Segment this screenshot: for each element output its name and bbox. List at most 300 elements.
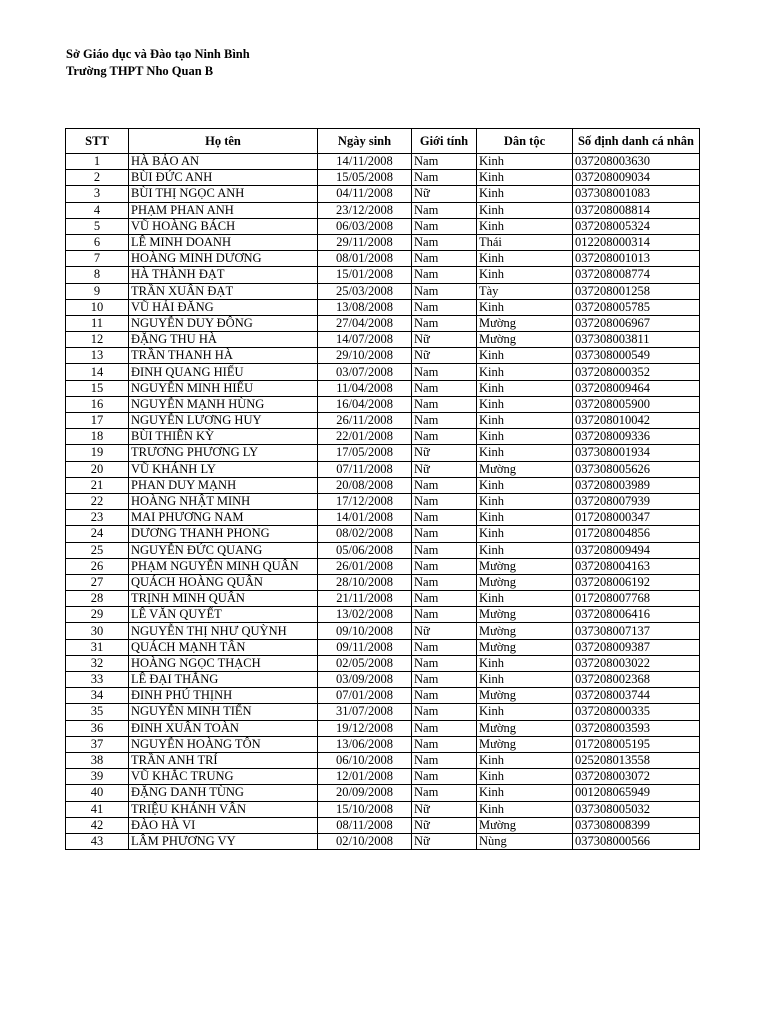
cell-ethnicity: Kinh [477, 785, 573, 801]
cell-gender: Nam [412, 170, 477, 186]
cell-name: HÀ THÀNH ĐẠT [129, 267, 318, 283]
cell-id-number: 025208013558 [573, 752, 700, 768]
cell-dob: 13/02/2008 [318, 607, 412, 623]
cell-id-number: 037208003989 [573, 477, 700, 493]
cell-gender: Nam [412, 315, 477, 331]
cell-id-number: 037208000335 [573, 704, 700, 720]
cell-ethnicity: Kinh [477, 218, 573, 234]
cell-id-number: 037208008774 [573, 267, 700, 283]
table-row [66, 801, 700, 817]
cell-id-number: 037208001013 [573, 251, 700, 267]
cell-id-number: 037208003630 [573, 154, 700, 170]
cell-name: MAI PHƯƠNG NAM [129, 510, 318, 526]
cell-dob: 31/07/2008 [318, 704, 412, 720]
cell-ethnicity: Kinh [477, 364, 573, 380]
cell-dob: 07/01/2008 [318, 688, 412, 704]
table-row [66, 332, 700, 348]
cell-name: HOÀNG NGỌC THẠCH [129, 655, 318, 671]
table-row [66, 736, 700, 752]
cell-dob: 25/03/2008 [318, 283, 412, 299]
cell-ethnicity: Kinh [477, 542, 573, 558]
cell-stt: 18 [66, 429, 129, 445]
cell-ethnicity: Mường [477, 607, 573, 623]
cell-dob: 02/05/2008 [318, 655, 412, 671]
cell-id-number: 037208003593 [573, 720, 700, 736]
cell-id-number: 037208005324 [573, 218, 700, 234]
cell-dob: 14/11/2008 [318, 154, 412, 170]
cell-id-number: 037208002368 [573, 672, 700, 688]
cell-dob: 29/10/2008 [318, 348, 412, 364]
cell-ethnicity: Kinh [477, 493, 573, 509]
table-row [66, 299, 700, 315]
cell-gender: Nam [412, 493, 477, 509]
cell-dob: 06/10/2008 [318, 752, 412, 768]
cell-name: TRƯƠNG PHƯƠNG LY [129, 445, 318, 461]
table-row [66, 234, 700, 250]
cell-stt: 5 [66, 218, 129, 234]
cell-name: PHAN DUY MẠNH [129, 477, 318, 493]
cell-name: BÙI ĐỨC ANH [129, 170, 318, 186]
cell-ethnicity: Kinh [477, 251, 573, 267]
cell-stt: 9 [66, 283, 129, 299]
cell-dob: 11/04/2008 [318, 380, 412, 396]
cell-ethnicity: Kinh [477, 186, 573, 202]
table-row [66, 591, 700, 607]
table-row [66, 526, 700, 542]
cell-stt: 10 [66, 299, 129, 315]
cell-name: TRỊNH MINH QUÂN [129, 591, 318, 607]
cell-dob: 06/03/2008 [318, 218, 412, 234]
cell-stt: 21 [66, 477, 129, 493]
cell-gender: Nam [412, 639, 477, 655]
student-table [65, 128, 700, 850]
cell-id-number: 012208000314 [573, 234, 700, 250]
table-row [66, 315, 700, 331]
cell-id-number: 037308001934 [573, 445, 700, 461]
cell-gender: Nam [412, 267, 477, 283]
table-row [66, 267, 700, 283]
cell-name: NGUYỄN HOÀNG TÔN [129, 736, 318, 752]
cell-gender: Nam [412, 720, 477, 736]
cell-name: QUÁCH HOÀNG QUÂN [129, 574, 318, 590]
cell-ethnicity: Mường [477, 736, 573, 752]
cell-ethnicity: Kinh [477, 801, 573, 817]
cell-stt: 40 [66, 785, 129, 801]
cell-name: TRẦN XUÂN ĐẠT [129, 283, 318, 299]
cell-gender: Nam [412, 396, 477, 412]
cell-stt: 28 [66, 591, 129, 607]
cell-id-number: 037308008399 [573, 817, 700, 833]
cell-stt: 29 [66, 607, 129, 623]
cell-id-number: 037208009387 [573, 639, 700, 655]
table-row [66, 623, 700, 639]
cell-dob: 07/11/2008 [318, 461, 412, 477]
cell-ethnicity: Kinh [477, 752, 573, 768]
cell-ethnicity: Mường [477, 688, 573, 704]
cell-dob: 15/10/2008 [318, 801, 412, 817]
cell-dob: 13/06/2008 [318, 736, 412, 752]
cell-dob: 03/09/2008 [318, 672, 412, 688]
cell-id-number: 037208003022 [573, 655, 700, 671]
cell-stt: 8 [66, 267, 129, 283]
cell-ethnicity: Mường [477, 315, 573, 331]
column-header-dob: Ngày sinh [318, 129, 412, 154]
cell-stt: 23 [66, 510, 129, 526]
cell-name: ĐẶNG THU HÀ [129, 332, 318, 348]
department-name: Sở Giáo dục và Đào tạo Ninh Bình [66, 47, 250, 61]
cell-dob: 29/11/2008 [318, 234, 412, 250]
cell-ethnicity: Mường [477, 558, 573, 574]
cell-name: HOÀNG NHẬT MINH [129, 493, 318, 509]
table-row [66, 655, 700, 671]
table-row [66, 283, 700, 299]
cell-gender: Nữ [412, 817, 477, 833]
cell-stt: 42 [66, 817, 129, 833]
cell-ethnicity: Kinh [477, 154, 573, 170]
cell-name: HOÀNG MINH DƯƠNG [129, 251, 318, 267]
cell-dob: 02/10/2008 [318, 833, 412, 849]
cell-name: NGUYỄN MẠNH HÙNG [129, 396, 318, 412]
cell-dob: 21/11/2008 [318, 591, 412, 607]
cell-dob: 20/08/2008 [318, 477, 412, 493]
cell-ethnicity: Kinh [477, 299, 573, 315]
cell-stt: 37 [66, 736, 129, 752]
cell-name: PHẠM PHAN ANH [129, 202, 318, 218]
table-row [66, 720, 700, 736]
cell-gender: Nam [412, 607, 477, 623]
cell-stt: 25 [66, 542, 129, 558]
cell-stt: 19 [66, 445, 129, 461]
table-row [66, 218, 700, 234]
cell-id-number: 037208003744 [573, 688, 700, 704]
cell-name: BÙI THỊ NGỌC ANH [129, 186, 318, 202]
cell-ethnicity: Mường [477, 817, 573, 833]
cell-ethnicity: Thái [477, 234, 573, 250]
cell-ethnicity: Mường [477, 639, 573, 655]
cell-stt: 26 [66, 558, 129, 574]
cell-dob: 14/07/2008 [318, 332, 412, 348]
cell-stt: 11 [66, 315, 129, 331]
cell-name: TRIỆU KHÁNH VÂN [129, 801, 318, 817]
cell-id-number: 037308005032 [573, 801, 700, 817]
table-row [66, 461, 700, 477]
table-row [66, 639, 700, 655]
cell-stt: 20 [66, 461, 129, 477]
cell-gender: Nam [412, 283, 477, 299]
cell-id-number: 037208003072 [573, 769, 700, 785]
cell-gender: Nam [412, 251, 477, 267]
cell-dob: 23/12/2008 [318, 202, 412, 218]
cell-ethnicity: Tày [477, 283, 573, 299]
cell-stt: 17 [66, 413, 129, 429]
cell-gender: Nam [412, 542, 477, 558]
cell-ethnicity: Kinh [477, 526, 573, 542]
table-row [66, 477, 700, 493]
cell-id-number: 037308000549 [573, 348, 700, 364]
cell-dob: 16/04/2008 [318, 396, 412, 412]
table-row [66, 817, 700, 833]
cell-stt: 3 [66, 186, 129, 202]
cell-gender: Nữ [412, 445, 477, 461]
cell-name: ĐẶNG DANH TÙNG [129, 785, 318, 801]
cell-stt: 31 [66, 639, 129, 655]
cell-stt: 14 [66, 364, 129, 380]
cell-id-number: 037208001258 [573, 283, 700, 299]
table-row [66, 704, 700, 720]
cell-id-number: 037308005626 [573, 461, 700, 477]
table-row [66, 380, 700, 396]
cell-id-number: 017208000347 [573, 510, 700, 526]
cell-ethnicity: Kinh [477, 477, 573, 493]
cell-id-number: 037208006967 [573, 315, 700, 331]
cell-dob: 04/11/2008 [318, 186, 412, 202]
cell-name: VŨ HẢI ĐĂNG [129, 299, 318, 315]
cell-gender: Nam [412, 380, 477, 396]
cell-ethnicity: Kinh [477, 170, 573, 186]
cell-id-number: 037208007939 [573, 493, 700, 509]
cell-ethnicity: Kinh [477, 655, 573, 671]
cell-gender: Nam [412, 218, 477, 234]
cell-ethnicity: Mường [477, 574, 573, 590]
table-row [66, 364, 700, 380]
cell-stt: 34 [66, 688, 129, 704]
cell-name: LÊ ĐẠI THẮNG [129, 672, 318, 688]
cell-name: VŨ KHÁNH LY [129, 461, 318, 477]
cell-stt: 22 [66, 493, 129, 509]
cell-dob: 26/11/2008 [318, 413, 412, 429]
cell-dob: 15/01/2008 [318, 267, 412, 283]
cell-name: DƯƠNG THANH PHONG [129, 526, 318, 542]
cell-id-number: 001208065949 [573, 785, 700, 801]
cell-dob: 17/05/2008 [318, 445, 412, 461]
cell-name: NGUYỄN LƯƠNG HUY [129, 413, 318, 429]
cell-id-number: 037208005900 [573, 396, 700, 412]
cell-dob: 17/12/2008 [318, 493, 412, 509]
cell-stt: 7 [66, 251, 129, 267]
cell-id-number: 037208008814 [573, 202, 700, 218]
cell-ethnicity: Kinh [477, 769, 573, 785]
cell-name: ĐÀO HÀ VI [129, 817, 318, 833]
table-row [66, 785, 700, 801]
cell-dob: 09/11/2008 [318, 639, 412, 655]
table-row [66, 348, 700, 364]
cell-gender: Nữ [412, 801, 477, 817]
cell-ethnicity: Kinh [477, 396, 573, 412]
table-row [66, 510, 700, 526]
cell-name: PHẠM NGUYỄN MINH QUÂN [129, 558, 318, 574]
cell-dob: 08/11/2008 [318, 817, 412, 833]
cell-name: NGUYỄN MINH TIẾN [129, 704, 318, 720]
cell-gender: Nữ [412, 348, 477, 364]
cell-id-number: 017208005195 [573, 736, 700, 752]
cell-id-number: 037308007137 [573, 623, 700, 639]
cell-id-number: 037208004163 [573, 558, 700, 574]
cell-gender: Nam [412, 526, 477, 542]
cell-stt: 4 [66, 202, 129, 218]
table-row [66, 170, 700, 186]
cell-name: LÊ MINH DOANH [129, 234, 318, 250]
cell-name: NGUYỄN MINH HIẾU [129, 380, 318, 396]
cell-name: HÀ BẢO AN [129, 154, 318, 170]
table-row [66, 202, 700, 218]
cell-dob: 15/05/2008 [318, 170, 412, 186]
cell-dob: 26/01/2008 [318, 558, 412, 574]
cell-ethnicity: Kinh [477, 348, 573, 364]
school-name: Trường THPT Nho Quan B [66, 63, 214, 78]
cell-id-number: 037208009494 [573, 542, 700, 558]
cell-id-number: 037308001083 [573, 186, 700, 202]
cell-dob: 03/07/2008 [318, 364, 412, 380]
column-header-id-number: Số định danh cá nhân [573, 129, 700, 154]
table-header-row [66, 129, 700, 154]
table-row [66, 672, 700, 688]
cell-gender: Nam [412, 688, 477, 704]
cell-stt: 39 [66, 769, 129, 785]
cell-gender: Nam [412, 769, 477, 785]
cell-dob: 12/01/2008 [318, 769, 412, 785]
table-row [66, 607, 700, 623]
cell-dob: 13/08/2008 [318, 299, 412, 315]
cell-stt: 12 [66, 332, 129, 348]
cell-name: ĐINH PHÚ THỊNH [129, 688, 318, 704]
cell-id-number: 037208009464 [573, 380, 700, 396]
cell-ethnicity: Mường [477, 332, 573, 348]
cell-gender: Nam [412, 655, 477, 671]
cell-ethnicity: Nùng [477, 833, 573, 849]
cell-gender: Nam [412, 364, 477, 380]
cell-name: VŨ HOÀNG BÁCH [129, 218, 318, 234]
cell-name: VŨ KHẮC TRUNG [129, 769, 318, 785]
cell-gender: Nam [412, 752, 477, 768]
cell-gender: Nam [412, 736, 477, 752]
cell-id-number: 017208004856 [573, 526, 700, 542]
document-header [66, 46, 250, 79]
cell-gender: Nữ [412, 833, 477, 849]
cell-dob: 08/01/2008 [318, 251, 412, 267]
cell-stt: 36 [66, 720, 129, 736]
cell-name: ĐINH XUÂN TOÀN [129, 720, 318, 736]
cell-stt: 43 [66, 833, 129, 849]
cell-dob: 22/01/2008 [318, 429, 412, 445]
cell-stt: 13 [66, 348, 129, 364]
table-row [66, 493, 700, 509]
cell-name: NGUYỄN DUY ĐÔNG [129, 315, 318, 331]
cell-gender: Nam [412, 785, 477, 801]
cell-stt: 2 [66, 170, 129, 186]
table-row [66, 445, 700, 461]
cell-dob: 20/09/2008 [318, 785, 412, 801]
table-row [66, 688, 700, 704]
cell-ethnicity: Kinh [477, 445, 573, 461]
cell-gender: Nam [412, 154, 477, 170]
cell-id-number: 037208006192 [573, 574, 700, 590]
cell-stt: 30 [66, 623, 129, 639]
cell-id-number: 037208009336 [573, 429, 700, 445]
cell-gender: Nữ [412, 461, 477, 477]
cell-ethnicity: Kinh [477, 380, 573, 396]
cell-gender: Nữ [412, 623, 477, 639]
cell-ethnicity: Kinh [477, 704, 573, 720]
cell-ethnicity: Kinh [477, 510, 573, 526]
cell-id-number: 037208005785 [573, 299, 700, 315]
cell-ethnicity: Kinh [477, 591, 573, 607]
cell-name: NGUYỄN THỊ NHƯ QUỲNH [129, 623, 318, 639]
cell-ethnicity: Kinh [477, 413, 573, 429]
cell-name: ĐINH QUANG HIẾU [129, 364, 318, 380]
cell-ethnicity: Mường [477, 461, 573, 477]
cell-id-number: 037208006416 [573, 607, 700, 623]
cell-gender: Nữ [412, 332, 477, 348]
cell-dob: 14/01/2008 [318, 510, 412, 526]
table-row [66, 574, 700, 590]
column-header-stt: STT [66, 129, 129, 154]
table-row [66, 769, 700, 785]
cell-id-number: 037308000566 [573, 833, 700, 849]
cell-stt: 15 [66, 380, 129, 396]
cell-stt: 16 [66, 396, 129, 412]
cell-id-number: 037308003811 [573, 332, 700, 348]
cell-ethnicity: Kinh [477, 202, 573, 218]
cell-dob: 05/06/2008 [318, 542, 412, 558]
column-header-ethnicity: Dân tộc [477, 129, 573, 154]
cell-gender: Nam [412, 672, 477, 688]
table-row [66, 396, 700, 412]
table-row [66, 752, 700, 768]
cell-id-number: 037208009034 [573, 170, 700, 186]
cell-ethnicity: Kinh [477, 267, 573, 283]
cell-dob: 09/10/2008 [318, 623, 412, 639]
cell-id-number: 017208007768 [573, 591, 700, 607]
table-row [66, 186, 700, 202]
cell-name: QUÁCH MẠNH TÂN [129, 639, 318, 655]
cell-dob: 19/12/2008 [318, 720, 412, 736]
column-header-name: Họ tên [129, 129, 318, 154]
cell-gender: Nữ [412, 186, 477, 202]
cell-id-number: 037208010042 [573, 413, 700, 429]
cell-id-number: 037208000352 [573, 364, 700, 380]
cell-dob: 28/10/2008 [318, 574, 412, 590]
cell-stt: 24 [66, 526, 129, 542]
cell-ethnicity: Kinh [477, 429, 573, 445]
cell-name: LÂM PHƯƠNG VY [129, 833, 318, 849]
cell-name: TRẦN ANH TRÍ [129, 752, 318, 768]
cell-dob: 27/04/2008 [318, 315, 412, 331]
cell-ethnicity: Mường [477, 720, 573, 736]
table-row [66, 429, 700, 445]
cell-name: BÙI THIÊN KỲ [129, 429, 318, 445]
cell-stt: 33 [66, 672, 129, 688]
table-row [66, 251, 700, 267]
cell-gender: Nam [412, 510, 477, 526]
cell-gender: Nam [412, 591, 477, 607]
cell-name: LÊ VĂN QUYẾT [129, 607, 318, 623]
cell-gender: Nam [412, 574, 477, 590]
cell-ethnicity: Mường [477, 623, 573, 639]
cell-gender: Nam [412, 202, 477, 218]
cell-stt: 27 [66, 574, 129, 590]
cell-gender: Nam [412, 558, 477, 574]
cell-stt: 35 [66, 704, 129, 720]
cell-gender: Nam [412, 704, 477, 720]
cell-stt: 41 [66, 801, 129, 817]
cell-gender: Nam [412, 299, 477, 315]
table-row [66, 542, 700, 558]
table-row [66, 833, 700, 849]
table-row [66, 154, 700, 170]
cell-stt: 38 [66, 752, 129, 768]
cell-stt: 6 [66, 234, 129, 250]
cell-stt: 32 [66, 655, 129, 671]
